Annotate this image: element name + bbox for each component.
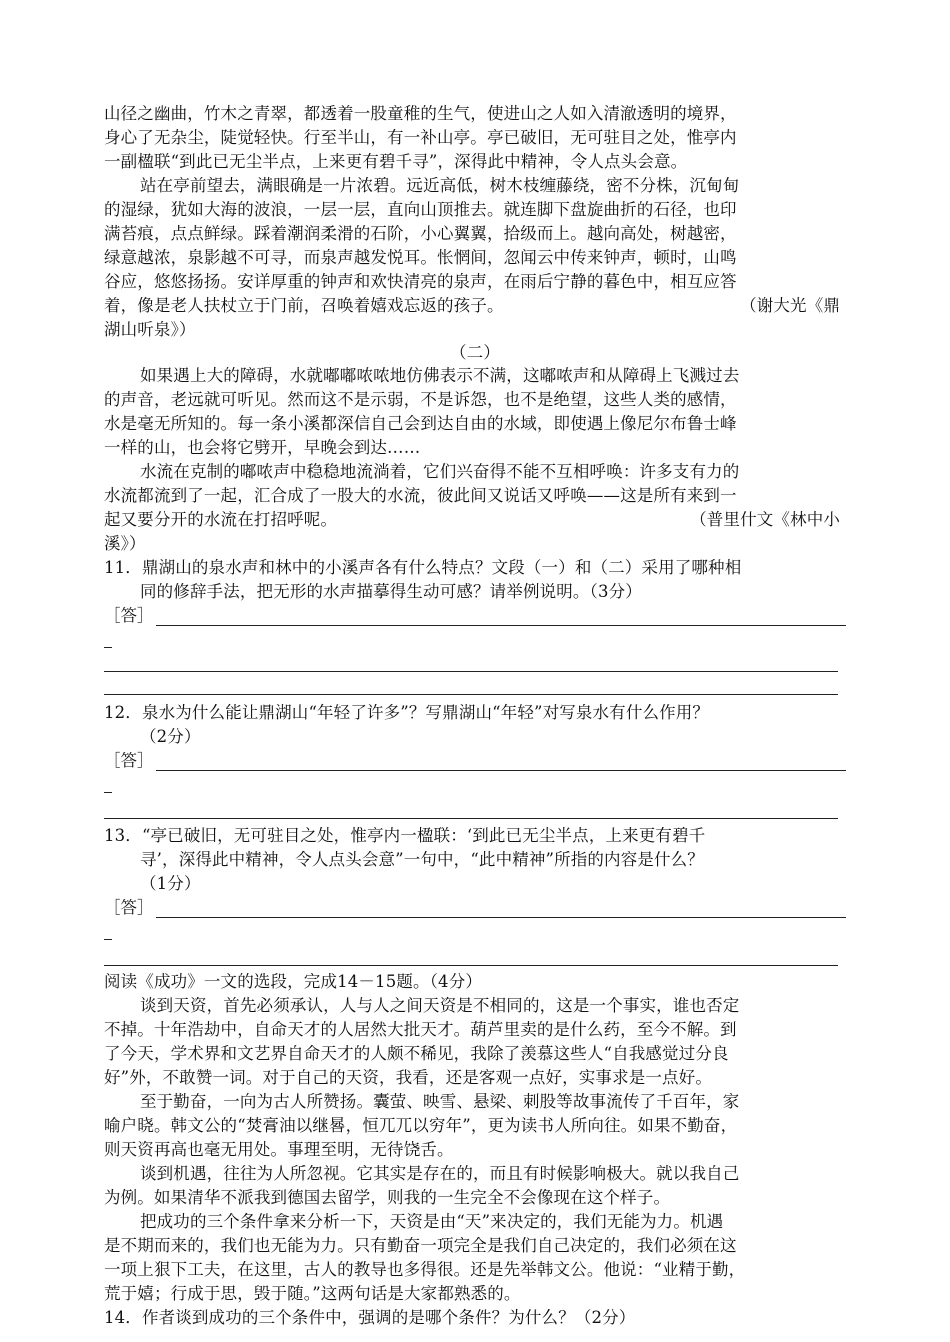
answer-line[interactable] [156, 917, 846, 918]
passage1-line: 着，像是老人扶杖立于门前，召唤着嬉戏忘返的孩子。 [104, 296, 504, 315]
passage1-source: 湖山听泉》） [104, 320, 196, 339]
passage3-line: 一项上狠下工夫，在这里，古人的教导也多得很。还是先举韩文公。他说：“业精于勤， [104, 1260, 746, 1279]
question-13: 13．“亭已破旧，无可驻目之处，惟亭内一楹联：‘到此已无尘半点，上来更有碧千 [104, 826, 706, 845]
answer-line[interactable] [104, 694, 838, 695]
passage1-line: 谷应，悠悠扬扬。安详厚重的钟声和欢快清亮的泉声，在雨后宁静的暮色中，相互应答 [104, 272, 737, 291]
passage3-line: 了今天，学术界和文艺界自命天才的人颇不稀见，我除了羡慕这些人“自我感觉过分良 [104, 1044, 729, 1063]
passage1-line: 身心了无杂尘，陡觉轻快。行至半山，有一补山亭。亭已破旧，无可驻目之处，惟亭内 [104, 128, 737, 147]
passage1-source: （谢大光《鼎 [740, 296, 840, 315]
passage3-line: 把成功的三个条件拿来分析一下，天资是由“天”来决定的，我们无能为力。机遇 [140, 1212, 724, 1231]
passage3-line: 是不期而来的，我们也无能为力。只有勤奋一项完全是我们自己决定的，我们必须在这 [104, 1236, 737, 1255]
answer-label: ［答］ [104, 751, 154, 770]
passage3-line: 荒于嬉；行成于思，毁于随。”这两句话是大家都熟悉的。 [104, 1284, 521, 1303]
question-13: （1分） [140, 874, 201, 893]
question-12: 12．泉水为什么能让鼎湖山“年轻了许多”？写鼎湖山“年轻”对写泉水有什么作用？ [104, 703, 710, 722]
passage2-line: 水是毫无所知的。每一条小溪都深信自己会到达自由的水域，即使遇上像尼尔布鲁士峰 [104, 414, 737, 433]
question-13: 寻’，深得此中精神，令人点头会意”一句中，“此中精神”所指的内容是什么？ [140, 850, 704, 869]
question-11: 同的修辞手法，把无形的水声描摹得生动可感？请举例说明。（3分） [140, 582, 642, 601]
passage1-line: 满苔痕，点点鲜绿。踩着潮润柔滑的石阶，小心翼翼，拾级而上。越向高处，树越密， [104, 224, 737, 243]
passage2-line: 水流在克制的嘟哝声中稳稳地流淌着，它们兴奋得不能不互相呼唤：许多支有力的 [140, 462, 740, 481]
passage2-line: 如果遇上大的障碍，水就嘟嘟哝哝地仿佛表示不满，这嘟哝声和从障碍上飞溅过去 [140, 366, 740, 385]
passage3-line: 谈到机遇，往往为人所忽视。它其实是存在的，而且有时候影响极大。就以我自己 [140, 1164, 740, 1183]
answer-line[interactable] [156, 625, 846, 626]
answer-line[interactable] [104, 671, 838, 672]
answer-line[interactable] [104, 818, 838, 819]
passage1-line: 站在亭前望去，满眼确是一片浓碧。远近高低，树木枝缠藤绕，密不分株，沉甸甸 [140, 176, 740, 195]
answer-label: ［答］ [104, 898, 154, 917]
passage3-line: 喻户晓。韩文公的“焚膏油以继晷，恒兀兀以穷年”，更为读书人所向往。如果不勤奋， [104, 1116, 738, 1135]
passage2-heading: （二） [450, 343, 500, 362]
passage2-source: 溪》） [104, 534, 146, 553]
passage3-line: 谈到天资，首先必须承认，人与人之间天资是不相同的，这是一个事实，谁也否定 [140, 996, 740, 1015]
passage3-line: 至于勤奋，一向为古人所赞扬。囊萤、映雪、悬梁、刺股等故事流传了千百年，家 [140, 1092, 740, 1111]
answer-line [104, 647, 112, 648]
answer-line [104, 939, 112, 940]
passage2-line: 水流都流到了一起，汇合成了一股大的水流，彼此间又说话又呼唤——这是所有来到一 [104, 486, 737, 505]
passage3-line: 好”外，不敢赞一词。对于自己的天资，我看，还是客观一点好，实事求是一点好。 [104, 1068, 712, 1087]
passage1-line: 的湿绿，犹如大海的波浪，一层一层，直向山顶推去。就连脚下盘旋曲折的石径，也印 [104, 200, 737, 219]
question-12: （2分） [140, 727, 201, 746]
question-14: 14．作者谈到成功的三个条件中，强调的是哪个条件？为什么？（2分） [104, 1308, 636, 1327]
passage1-line: 绿意越浓，泉影越不可寻，而泉声越发悦耳。怅惘间，忽闻云中传来钟声，顿时，山鸣 [104, 248, 737, 267]
answer-line[interactable] [156, 770, 846, 771]
passage1-line: 一副楹联“到此已无尘半点，上来更有碧千寻”，深得此中精神，令人点头会意。 [104, 152, 688, 171]
passage3-intro: 阅读《成功》一文的选段，完成14－15题。（4分） [104, 972, 482, 991]
passage2-line: 一样的山，也会将它劈开，早晚会到达…… [104, 438, 421, 457]
answer-label: ［答］ [104, 606, 154, 625]
passage3-line: 则天资再高也毫无用处。事理至明，无待饶舌。 [104, 1140, 454, 1159]
passage3-line: 为例。如果清华不派我到德国去留学，则我的一生完全不会像现在这个样子。 [104, 1188, 671, 1207]
passage2-line: 起又要分开的水流在打招呼呢。 [104, 510, 338, 529]
answer-line[interactable] [104, 965, 838, 966]
passage2-line: 的声音，老远就可听见。然而这不是示弱，不是诉怨，也不是绝望，这些人类的感情， [104, 390, 737, 409]
passage2-source: （普里什文《林中小 [690, 510, 840, 529]
passage3-line: 不掉。十年浩劫中，自命天才的人居然大批天才。葫芦里卖的是什么药，至今不解。到 [104, 1020, 737, 1039]
answer-line [104, 792, 112, 793]
passage1-line: 山径之幽曲，竹木之青翠，都透着一股童稚的生气，使进山之人如入清澈透明的境界， [104, 104, 737, 123]
question-11: 11．鼎湖山的泉水声和林中的小溪声各有什么特点？文段（一）和（二）采用了哪种相 [104, 558, 742, 577]
